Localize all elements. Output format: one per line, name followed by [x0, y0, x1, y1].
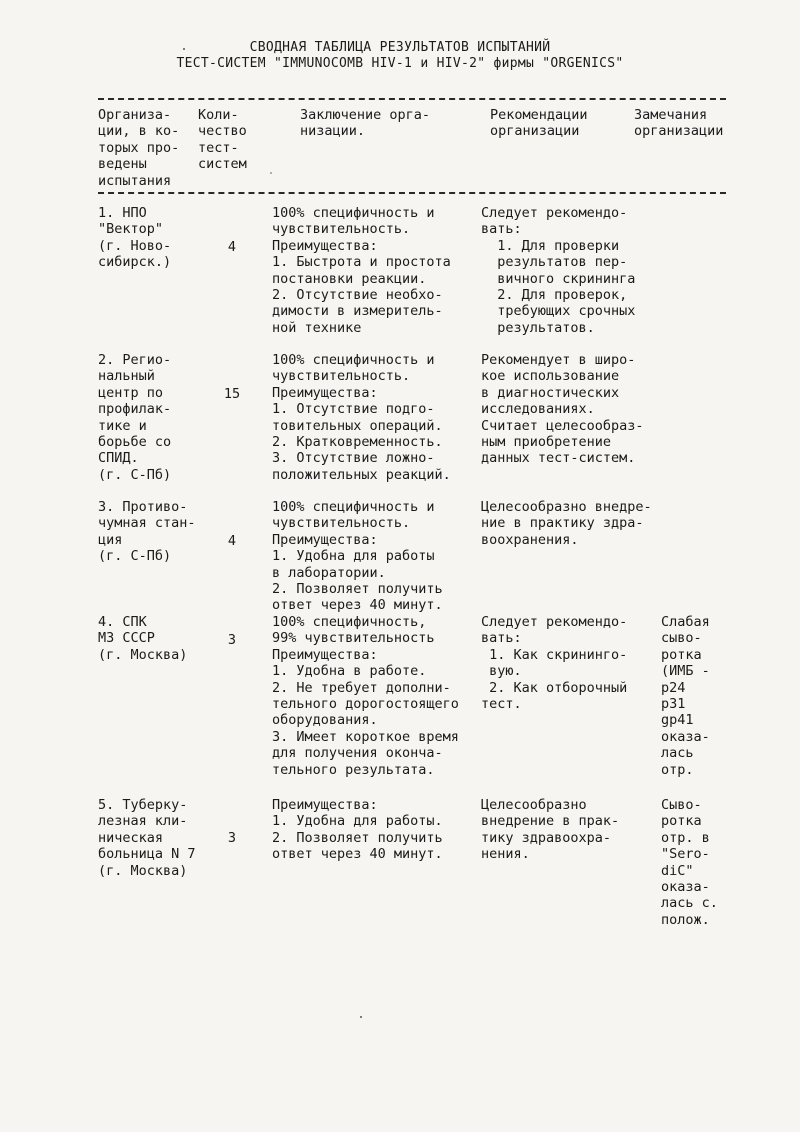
header-quantity: Коли- чество тест- систем: [198, 107, 247, 173]
row-5-quantity: 3: [227, 830, 237, 846]
row-1-conclusion: 100% специфичность и чувствительность. Преимущества: 1. Быстрота и простота постановки реакции. 2. Отсутствие необхо- димости в измеритель- ной технике: [272, 205, 451, 336]
row-4-organization: 4. СПК МЗ СССР (г. Москва): [98, 614, 188, 663]
row-4-recommendations: Следует рекомендо- вать: 1. Как скрининго- вую. 2. Как отборочный тест.: [481, 614, 628, 713]
row-1-quantity: 4: [227, 239, 237, 255]
header-organizations: Организа- ции, в ко- торых про- ведены испытания: [98, 107, 180, 189]
row-5-conclusion: Преимущества: 1. Удобна для работы. 2. Позволяет получить ответ через 40 минут.: [272, 797, 443, 863]
row-5-remarks: Сыво- ротка отр. в "Sero- diC" оказа- лась с. полож.: [661, 797, 718, 928]
row-1-organization: 1. НПО "Вектор" (г. Ново- сибирск.): [98, 205, 172, 271]
row-4-remarks: Слабая сыво- ротка (ИМБ - p24 p31 gp41 оказа- лась отр.: [661, 614, 710, 778]
top-divider: [98, 98, 726, 100]
row-4-quantity: 3: [227, 632, 237, 648]
row-3-organization: 3. Противо- чумная стан- ция (г. С-Пб): [98, 499, 196, 565]
row-2-recommendations: Рекомендует в широ- кое использование в диагностических исследованиях. Считает целесообраз- ным приобретение данных тест-систем.: [481, 352, 644, 467]
row-3-recommendations: Целесообразно внедре- ние в практику здра- воохранения.: [481, 499, 652, 548]
document-title: СВОДНАЯ ТАБЛИЦА РЕЗУЛЬТАТОВ ИСПЫТАНИЙ: [249, 40, 551, 55]
header-divider: [98, 192, 726, 194]
scan-speck: [360, 1016, 362, 1018]
row-2-organization: 2. Регио- нальный центр по профилак- тике и борьбе со СПИД. (г. С-Пб): [98, 352, 172, 483]
row-1-recommendations: Следует рекомендо- вать: 1. Для проверки результатов пер- вичного скрининга 2. Для проверок, требующих срочных результатов.: [481, 205, 636, 336]
row-2-quantity: 15: [223, 386, 241, 402]
row-3-conclusion: 100% специфичность и чувствительность. Преимущества: 1. Удобна для работы в лаборатории. 2. Позволяет получить ответ через 40 минут.: [272, 499, 443, 614]
header-conclusion: Заключение орга- низации.: [300, 107, 431, 140]
document-subtitle: ТЕСТ-СИСТЕМ "IMMUNOCOMB HIV-1 и HIV-2" фирмы "ORGENICS": [176, 56, 624, 71]
row-2-conclusion: 100% специфичность и чувствительность. Преимущества: 1. Отсутствие подго- товительных операций. 2. Кратковременность. 3. Отсутствие ложно- положительных реакций.: [272, 352, 451, 483]
scan-speck: [270, 172, 272, 174]
row-5-recommendations: Целесообразно внедрение в прак- тику здравоохра- нения.: [481, 797, 620, 863]
header-recommendations: Рекомендации организации: [490, 107, 588, 140]
row-5-organization: 5. Туберку- лезная кли- ническая больница N 7 (г. Москва): [98, 797, 196, 879]
header-remarks: Замечания организации: [634, 107, 724, 140]
scan-speck: [183, 48, 185, 50]
row-4-conclusion: 100% специфичность, 99% чувствительность Преимущества: 1. Удобна в работе. 2. Не требует дополни- тельного дорогостоящего оборудования. 3. Имеет короткое время для получения оконча- тельного результата.: [272, 614, 459, 778]
row-3-quantity: 4: [227, 533, 237, 549]
